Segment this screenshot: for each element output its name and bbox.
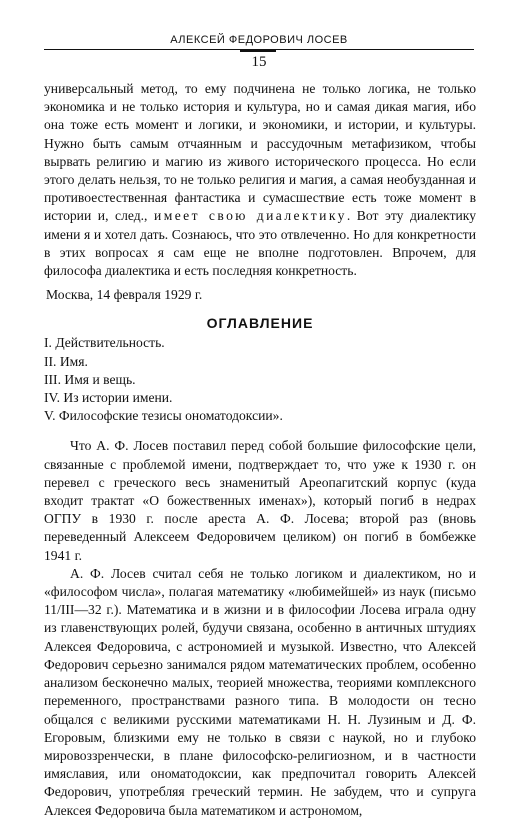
paragraph: Что А. Ф. Лосев поставил перед собой большие философские цели, связанные с проблемой имени, подтверждает то, что уже к 1930 г. он перевел с греческого весь знаменитый Ареопагитский корпус (куда входит трактат «О божественных именах»), который погиб в недрах ОГПУ в 1930 г. после ареста А. Ф. Лосева; второй раз (вновь переведенный Алексеем Федоровичем целиком) он погиб в бомбежке 1941 г.	[44, 438, 476, 563]
emphasized-text: имеет свою диалектику	[154, 208, 347, 224]
contents-item: I. Действительность.	[44, 335, 165, 351]
header-rule-tab	[240, 50, 276, 52]
dateline: Москва, 14 февраля 1929 г.	[46, 287, 203, 303]
contents-list	[44, 334, 476, 425]
paragraph-text: универсальный метод, то ему подчинена не только логика, не только экономика и не только история и культура, но и самая дикая магия, ибо она тоже есть момент и логики, и экономики, и истории, и культуры. Нужно быть самым отчаянным и рассудочным метафизиком, чтобы вырвать религию и магию из живого исторического процесса. Но если этого делать нельзя, то не только религия и магия, а самая необузданная и противоестественная фантастика и сумасшествие есть тоже момент в истории и, след.,	[44, 81, 476, 224]
section-gap	[44, 425, 476, 437]
contents-item: V. Философские тезисы ономатодоксии».	[44, 408, 283, 424]
paragraph-continued	[44, 80, 476, 280]
contents-item: III. Имя и вещь.	[44, 371, 136, 387]
page-number: 15	[251, 54, 267, 70]
running-head: АЛЕКСЕЙ ФЕДОРОВИЧ ЛОСЕВ	[170, 34, 348, 46]
paragraph: А. Ф. Лосев считал себя не только логиком и диалектиком, но и «философом числа», полагая математику «любимейшей» из наук (письмо 11/III—32 г.). Математика и в жизни и в философии Лосева играла одну из главенствующих ролей, будучи связана, особенно в античных штудиях Алексея Федоровича, с астрономией и музыкой. Известно, что Алексей Федорович серьезно занимался рядом математических проблем, особенно анализом бесконечно малых, теорией множества, теориями комплексного переменного, пространствами разного типа. В молодости он тесно общался с великими русскими математиками Н. Н. Лузиным и Д. Ф. Егоровым, близкими ему не только в связи с наукой, но и глубоко мировоззренчески, в плане философско-религиозном, и в частности имяславия, или ономатодоксии, как предпочитал говорить Алексей Федорович, употребляя греческий термин. Не забудем, что и супруга Алексея Федоровича была математиком и астрономом,	[44, 565, 476, 818]
paragraph-text-end: . Вот эту диалектику имени я и хотел дать. Сознаюсь, что это отвлеченно. Но для конкретности в этих вопросах я сам еще не вполне подготовлен. Впрочем, для философа диалектика и есть последняя конкретность.	[44, 208, 477, 279]
body-text	[44, 80, 476, 820]
contents-item: II. Имя.	[44, 353, 88, 369]
contents-title: ОГЛАВЛЕНИЕ	[206, 315, 314, 332]
contents-item: IV. Из истории имени.	[44, 390, 173, 406]
